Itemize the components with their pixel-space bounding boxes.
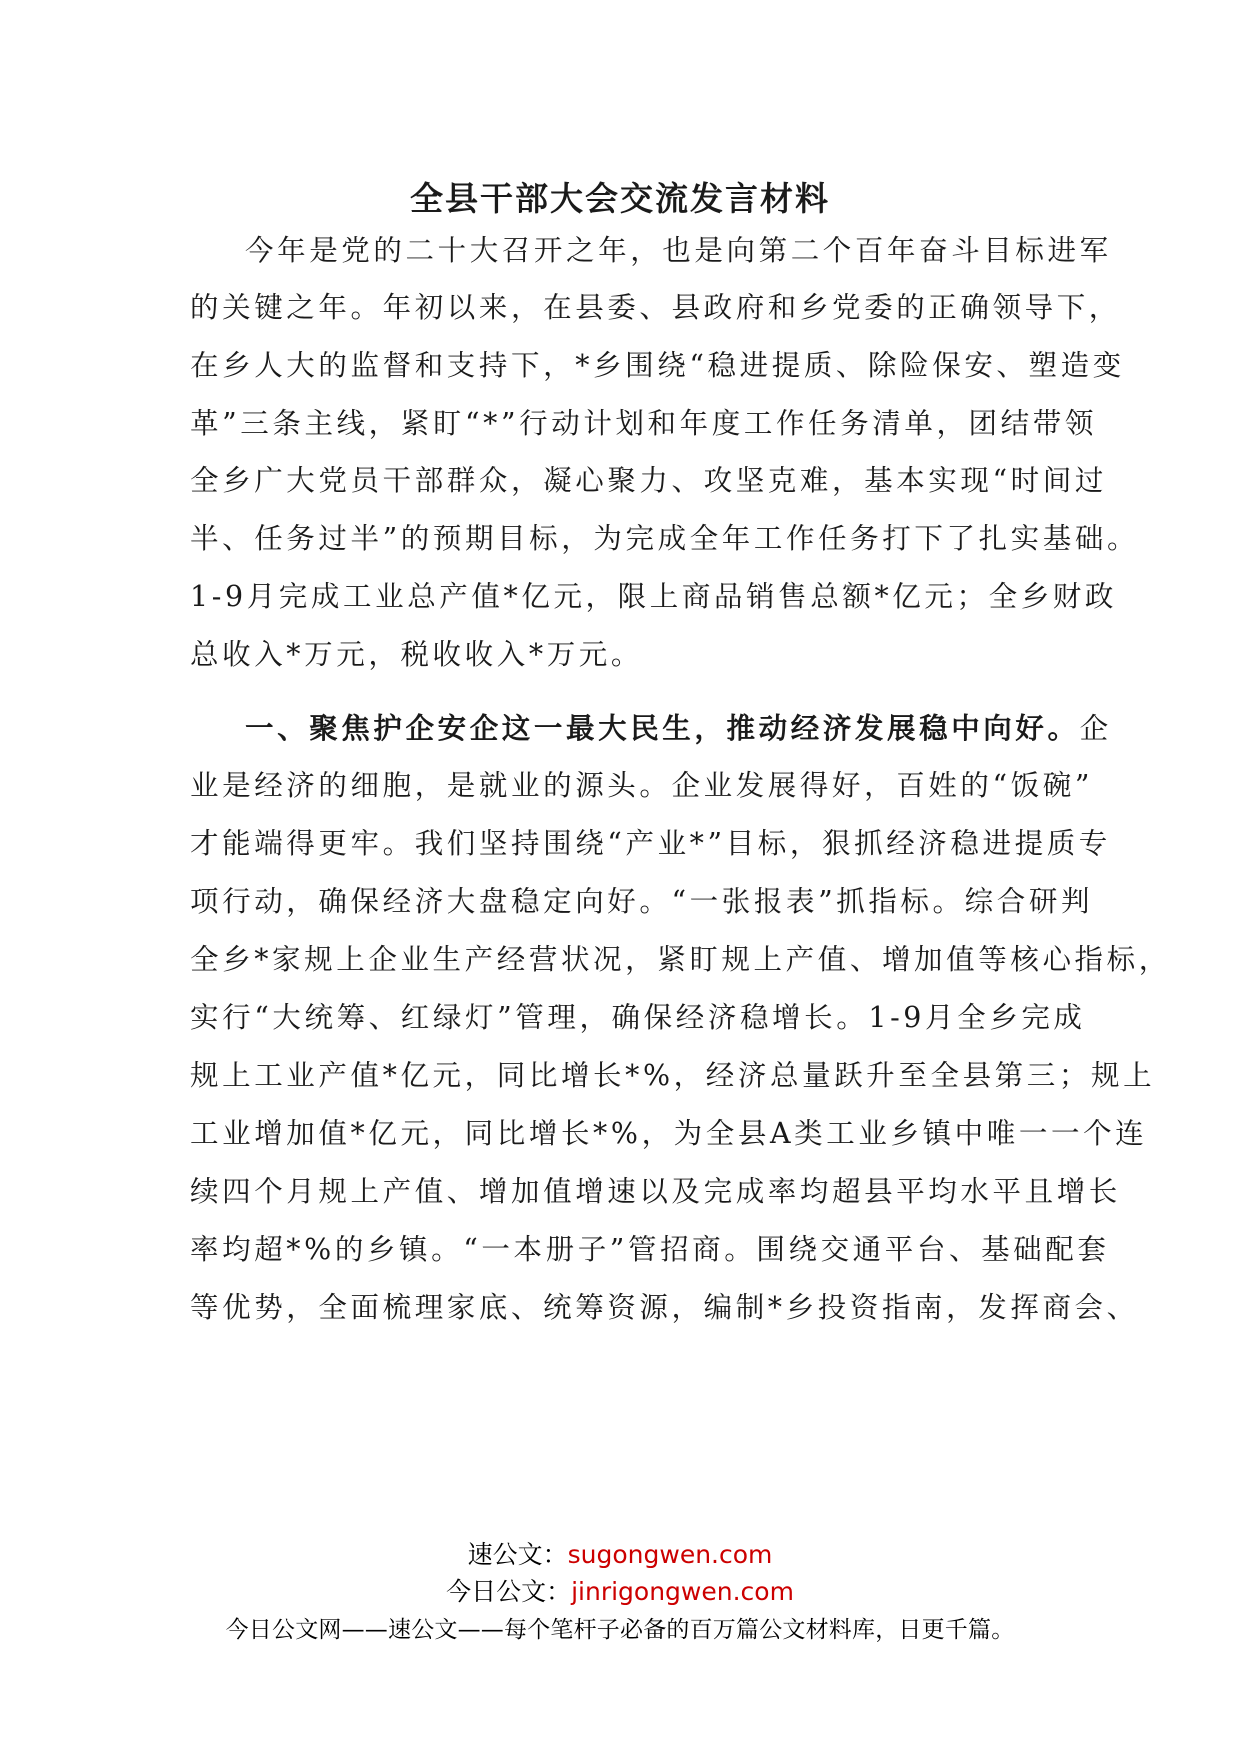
paragraph-line: 续四个月规上产值、增加值增速以及完成率均超县平均水平且增长 <box>190 1175 1121 1208</box>
paragraph-line: 项行动，确保经济大盘稳定向好。“一张报表”抓指标。综合研判 <box>190 885 1094 918</box>
paragraph-line: 规上工业产值*亿元，同比增长*%，经济总量跃升至全县第三；规上 <box>190 1059 1156 1092</box>
paragraph-line: 总收入*万元，税收收入*万元。 <box>190 638 644 671</box>
paragraph-line: 今年是党的二十大召开之年，也是向第二个百年奋斗目标进军 <box>245 234 1112 267</box>
footer-link-sugongwen[interactable]: sugongwen.com <box>567 1540 773 1569</box>
footer-line-jinrigongwen <box>0 1575 1240 1609</box>
section-heading: 一、聚焦护企安企这一最大民生，推动经济发展稳中向好。 <box>245 711 1080 745</box>
paragraph-line: 全乡广大党员干部群众，凝心聚力、攻坚克难，基本实现“时间过 <box>190 464 1107 497</box>
paragraph-line: 革”三条主线，紧盯“*”行动计划和年度工作任务清单，团结带领 <box>190 407 1097 440</box>
footer-slogan: 今日公文网——速公文——每个笔杆子必备的百万篇公文材料库，日更千篇。 <box>225 1617 1015 1643</box>
paragraph-line: 实行“大统筹、红绿灯”管理，确保经济稳增长。1-9月全乡完成 <box>190 1001 1086 1034</box>
paragraph-line: 在乡人大的监督和支持下，*乡围绕“稳进提质、除险保安、塑造变 <box>190 349 1125 382</box>
paragraph-line: 工业增加值*亿元，同比增长*%，为全县A类工业乡镇中唯一一个连 <box>190 1117 1148 1150</box>
paragraph-line: 的关键之年。年初以来，在县委、县政府和乡党委的正确领导下， <box>190 291 1121 324</box>
paragraph-line: 等优势，全面梳理家底、统筹资源，编制*乡投资指南，发挥商会、 <box>190 1291 1139 1324</box>
paragraph-line: 才能端得更牢。我们坚持围绕“产业*”目标，狠抓经济稳进提质专 <box>190 827 1111 860</box>
paragraph-line: 1-9月完成工业总产值*亿元，限上商品销售总额*亿元；全乡财政 <box>190 580 1117 613</box>
paragraph-line: 半、任务过半”的预期目标，为完成全年工作任务打下了扎实基础。 <box>190 522 1140 555</box>
footer-label: 速公文： <box>467 1540 568 1569</box>
section-heading-rest: 企 <box>1079 712 1112 745</box>
footer-line-sugongwen <box>0 1538 1240 1572</box>
paragraph-line: 率均超*%的乡镇。“一本册子”管招商。围绕交通平台、基础配套 <box>190 1233 1110 1266</box>
document-title: 全县干部大会交流发言材料 <box>410 179 830 218</box>
section-heading-line <box>245 708 1112 749</box>
footer-label: 今日公文： <box>446 1577 572 1606</box>
footer-link-jinrigongwen[interactable]: jinrigongwen.com <box>571 1577 794 1606</box>
paragraph-line: 全乡*家规上企业生产经营状况，紧盯规上产值、增加值等核心指标， <box>190 943 1171 976</box>
paragraph-line: 业是经济的细胞，是就业的源头。企业发展得好，百姓的“饭碗” <box>190 769 1094 802</box>
